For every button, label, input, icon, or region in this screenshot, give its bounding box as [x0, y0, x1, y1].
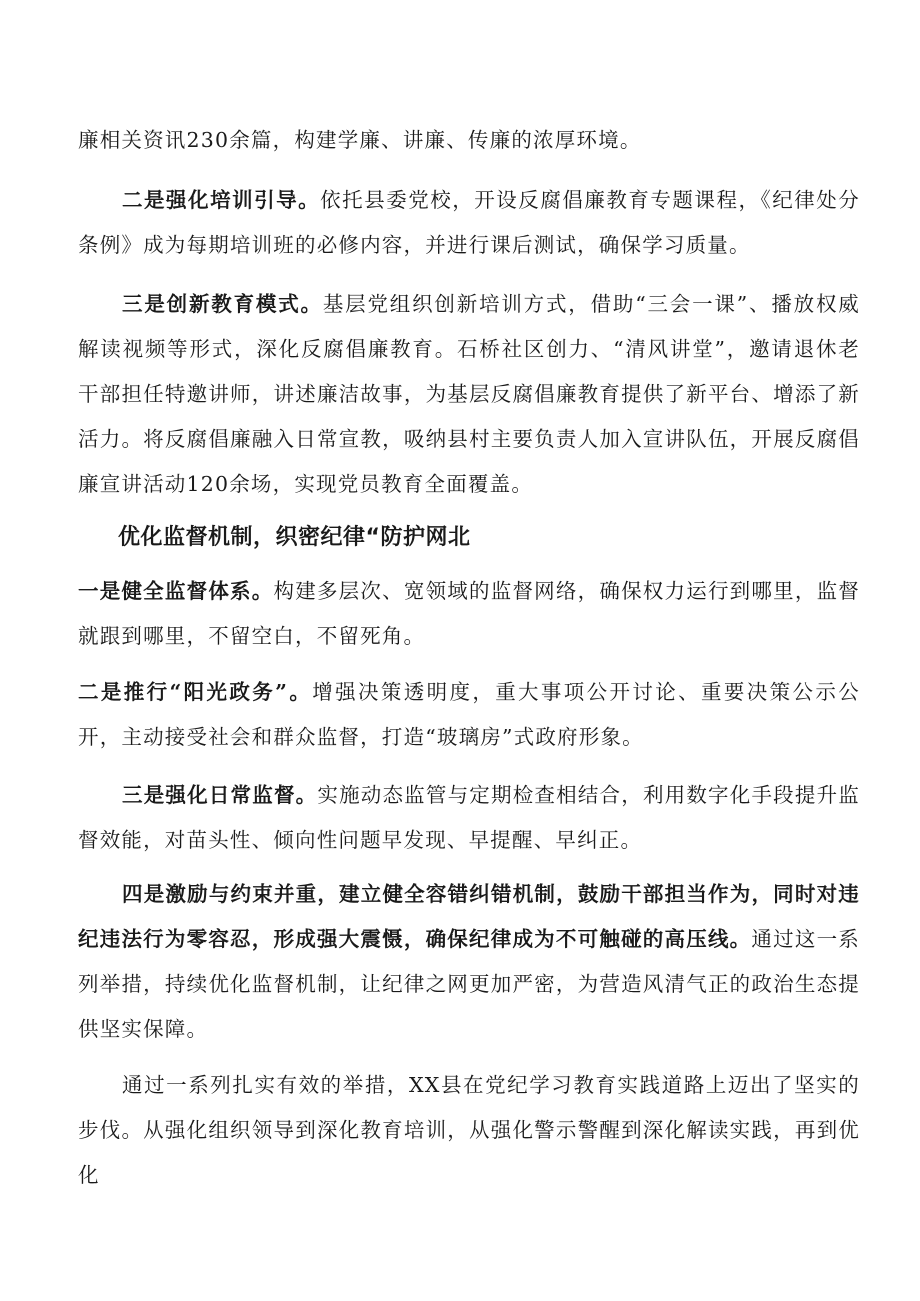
paragraph-text: 构建多层次、宽领域的监督网络，确保权力运行到哪里，监督就跟到哪里，不留空白，不留死角。	[78, 579, 860, 648]
paragraph-continuation	[78, 118, 860, 163]
paragraph-text: 通过一系列扎实有效的举措，XX县在党纪学习教育实践道路上迈出了坚实的步伐。从强化组织领导到深化教育培训，从强化警示警醒到深化解读实践，再到优化	[78, 1073, 860, 1187]
paragraph-lead: 四是激励与约束并重，建立健全容错纠错机制，鼓励干部担当作为，同时对违纪违法行为零容忍，形成强大震慑，确保纪律成为不可触碰的高压线。	[78, 882, 860, 951]
paragraph-text: 通过这一系列举措，持续优化监督机制，让纪律之网更加严密，为营造风清气正的政治生态提供坚实保障。	[78, 927, 860, 1041]
paragraph-text: 实施动态监管与定期检查相结合，利用数字化手段提升监督效能，对苗头性、倾向性问题早发现、早提醒、早纠正。	[78, 783, 860, 852]
section-heading: 优化监督机制，织密纪律“防护网北	[118, 525, 471, 550]
paragraph-lead: 三是创新教育模式。	[122, 292, 323, 316]
paragraph-conclusion	[78, 1063, 860, 1198]
paragraph-sunshine-governance	[78, 670, 860, 760]
paragraph-incentive-constraint	[78, 872, 860, 1052]
paragraph-lead: 三是强化日常监督。	[122, 783, 318, 807]
paragraph-text: 依托县委党校，开设反腐倡廉教育专题课程，《纪律处分条例》成为每期培训班的必修内容，并进行课后测试，确保学习质量。	[78, 188, 860, 257]
paragraph-text: 基层党组织创新培训方式，借助“三会一课”、播放权威解读视频等形式，深化反腐倡廉教育。石桥社区创力、“清风讲堂”，邀请退休老干部担任特邀讲师，讲述廉洁故事，为基层反腐倡廉教育提供了新平台、增添了新活力。将反腐倡廉融入日常宣教，吸纳县村主要负责人加入宣讲队伍，开展反腐倡廉宣讲活动120余场，实现党员教育全面覆盖。	[78, 292, 860, 496]
paragraph-lead: 二是强化培训引导。	[122, 188, 321, 212]
paragraph-text: 廉相关资讯230余篇，构建学廉、讲廉、传廉的浓厚环境。	[78, 128, 642, 152]
paragraph-supervision-system	[78, 569, 860, 659]
paragraph-daily-supervision	[78, 773, 860, 863]
paragraph-training-guidance	[78, 178, 860, 268]
paragraph-lead: 一是健全监督体系。	[78, 579, 274, 603]
paragraph-lead: 二是推行“阳光政务”。	[78, 680, 313, 704]
paragraph-education-model	[78, 282, 860, 507]
paragraph-text: 增强决策透明度，重大事项公开讨论、重要决策公示公开，主动接受社会和群众监督，打造“玻璃房”式政府形象。	[78, 680, 860, 749]
